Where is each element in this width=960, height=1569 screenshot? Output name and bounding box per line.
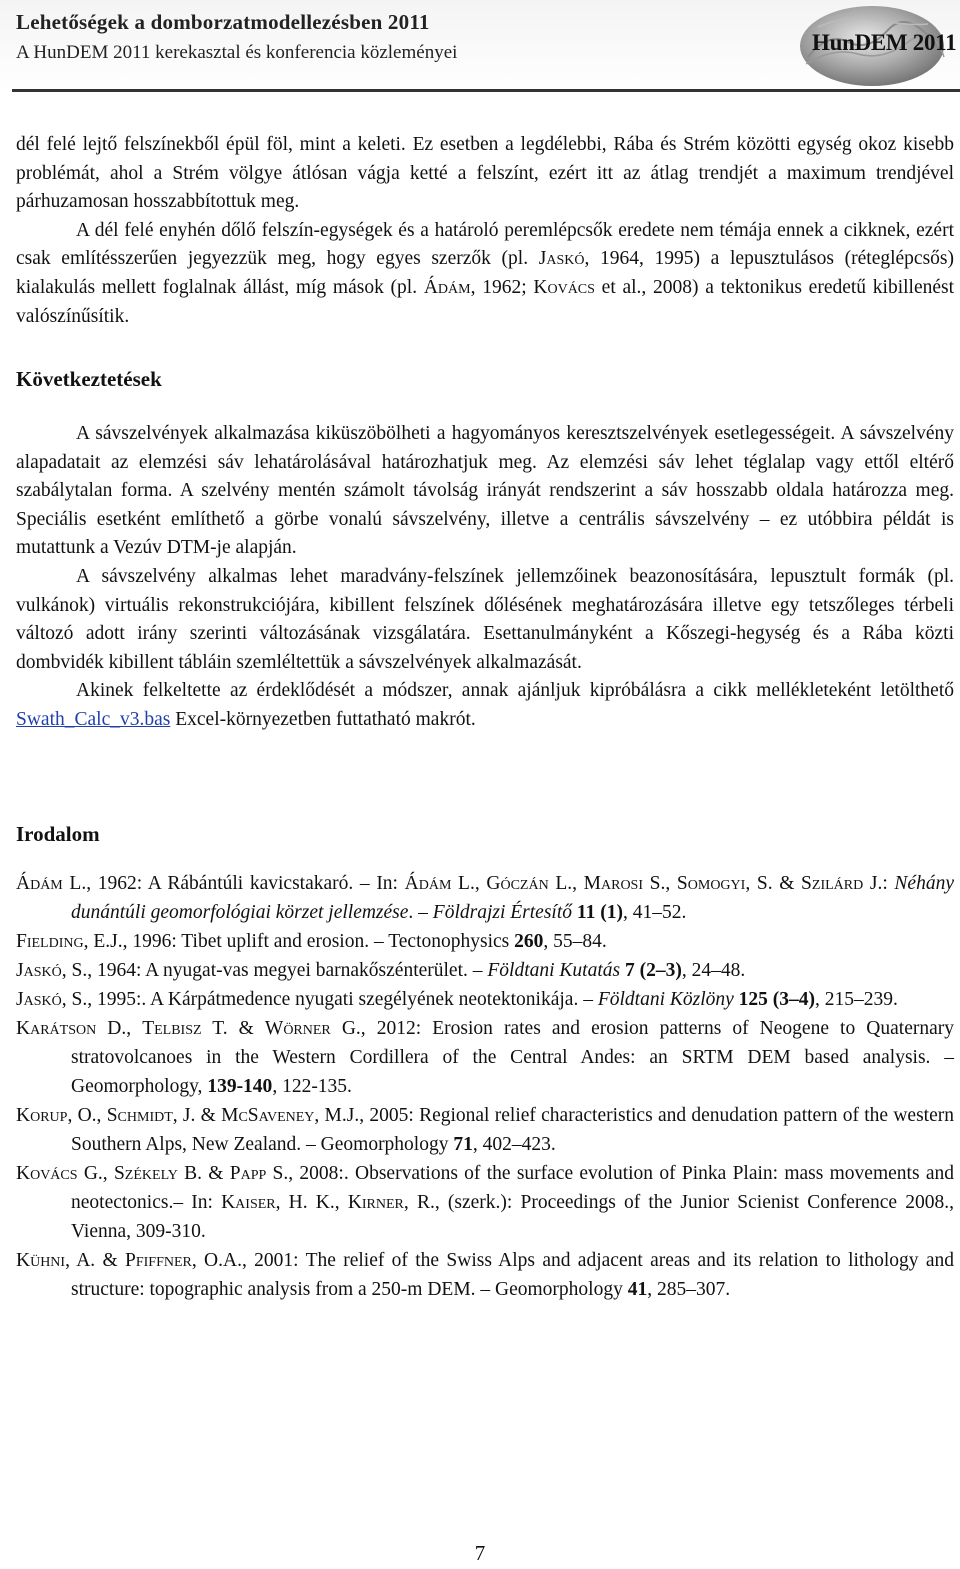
text-run: G.,: [77, 1163, 114, 1184]
volume: 41: [627, 1279, 648, 1300]
text-run: , 1962;: [470, 276, 534, 298]
text-run: , O.A., 2001: The relief of the Swiss Alps and adjacent areas and its relation to lithology and structure: topographic analysis from a 250-m DEM. – Geomorphology: [71, 1250, 954, 1300]
conclusions-body: [16, 420, 954, 735]
author-name: Góczán: [486, 873, 549, 894]
reference-item: [16, 1101, 954, 1159]
text-run: J.:: [863, 873, 895, 894]
reference-item: [16, 1159, 954, 1246]
text-run: . –: [408, 902, 433, 923]
page-number: 7: [474, 1541, 486, 1565]
reference-item: [16, 927, 954, 956]
volume: 11: [576, 902, 596, 923]
text-run: , 1964, 1995) a lepusztulásos (réteglépcsős) kialakulás mellett foglalnak állást, míg mások (pl.: [16, 248, 955, 298]
author-name: Wörner: [264, 1018, 331, 1039]
author-name: Telbisz: [142, 1018, 202, 1039]
reference-item: [16, 869, 954, 927]
text-run: , S., 1995:. A Kárpátmedence nyugati szegélyének neotektonikája. –: [61, 989, 598, 1010]
author-name: Karátson: [16, 1018, 97, 1039]
text-run: , 215–239.: [815, 989, 898, 1010]
volume: 7 (2–3): [625, 960, 682, 981]
text-run: Akinek felkeltette az érdeklődését a módszer, annak ajánljuk kipróbálásra a cikk mellékleteként letölthető: [76, 680, 954, 702]
header-divider: [12, 89, 960, 92]
author-name: Pfiffner: [124, 1250, 192, 1271]
article-body: [16, 131, 954, 331]
volume: 260: [514, 931, 544, 952]
volume: 139-140: [207, 1076, 273, 1097]
text-run: L.,: [451, 873, 487, 894]
header-subtitle: A HunDEM 2011 kerekasztal és konferencia közleményei: [16, 42, 458, 63]
author-name: Kovács: [533, 276, 595, 298]
text-run: L.,: [548, 873, 584, 894]
journal-name: Földrajzi Értesítő: [432, 902, 573, 923]
author-name: McSaveney: [221, 1105, 315, 1126]
author-name: Székely: [113, 1163, 178, 1184]
macro-download-link[interactable]: Swath_Calc_v3.bas: [16, 708, 171, 730]
text-run: , 41–52.: [622, 902, 687, 923]
author-name: Schmidt: [106, 1105, 173, 1126]
author-name: Ádám: [423, 276, 471, 298]
author-name: Jaskó: [16, 960, 62, 981]
volume: 71: [453, 1134, 473, 1155]
text-run: , 122-135.: [272, 1076, 352, 1097]
author-name: Kaiser: [221, 1192, 276, 1213]
text-run: , S., 1964: A nyugat-vas megyei barnakőszénterület. –: [61, 960, 488, 981]
reference-item: [16, 956, 954, 985]
text-run: G., 2012: Erosion rates and erosion patterns of Neogene to Quaternary stratovolcanoes in the Western Cordillera of the Central Andes: an SRTM DEM based analysis. – Geomorphology,: [71, 1018, 954, 1097]
text-run: , 285–307.: [647, 1279, 731, 1300]
text-run: , E.J., 1996: Tibet uplift and erosion. – Tectonophysics: [83, 931, 515, 952]
text-run: S.,: [643, 873, 677, 894]
journal-name: Földtani Kutatás: [487, 960, 621, 981]
text-run: , M.J., 2005: Regional relief characteristics and denudation pattern of the western Southern Alps, New Zealand. – Geomorphology: [71, 1105, 954, 1155]
conclusions-heading: Következtetések: [16, 367, 162, 391]
author-name: Jaskó: [16, 989, 62, 1010]
author-name: Korup: [16, 1105, 68, 1126]
issue: (1): [600, 902, 623, 923]
second-paragraph: [16, 217, 954, 331]
author-name: Jaskó: [538, 248, 585, 270]
author-name: Kirner: [347, 1192, 404, 1213]
reference-item: [16, 1014, 954, 1101]
text-run: Excel-környezetben futtatható makrót.: [170, 708, 476, 730]
text-run: , R., (szerk.): Proceedings of the Junior Scienist Conference 2008., Vienna, 309-310.: [71, 1192, 954, 1242]
text-run: , S. &: [745, 873, 802, 894]
page-header: [0, 0, 960, 92]
author-name: Ádám: [404, 873, 452, 894]
author-name: Fielding: [16, 931, 84, 952]
text-run: , H. K.,: [275, 1192, 348, 1213]
text-run: , 402–423.: [472, 1134, 556, 1155]
text-run: D.,: [96, 1018, 143, 1039]
author-name: Ádám: [16, 873, 63, 894]
references-heading: Irodalom: [16, 822, 100, 846]
text-run: B. &: [177, 1163, 230, 1184]
reference-item: [16, 985, 954, 1014]
text-run: , 24–48.: [681, 960, 746, 981]
text-run: , A. &: [65, 1250, 125, 1271]
author-name: Kühni: [16, 1250, 66, 1271]
text-run: , 55–84.: [543, 931, 607, 952]
author-name: Papp: [229, 1163, 267, 1184]
journal-name: Földtani Közlöny: [597, 989, 734, 1010]
reference-item: [16, 1246, 954, 1304]
header-title: Lehetőségek a domborzatmodellezésben 2011: [16, 10, 430, 34]
text-run: , O.,: [67, 1105, 107, 1126]
reference-list: [16, 869, 954, 1304]
author-name: Somogyi: [676, 873, 746, 894]
text-run: , J. &: [172, 1105, 222, 1126]
logo-text: HunDEM 2011: [812, 30, 957, 55]
text-run: A dél felé enyhén dőlő felszín-egységek és a határoló peremlépcsők eredete nem témája ennek a cikknek, ezért csak említésszerűen jegyezzük meg, hogy egyes szerzők (pl.: [16, 219, 954, 270]
text-run: T. &: [201, 1018, 265, 1039]
conclusions-paragraph-2: A sávszelvény alkalmas lehet maradvány-felszínek jellemzőinek beazonosítására, lepusztult formák (pl. vulkánok) virtuális rekonstrukciójára, kibillent felszínek dőlésének meghatározására illetve egy tetszőleges térbeli változó adott irány szerinti változásának vizsgálatára. Esettanulmányként a Kőszegi-hegység és a Rába közti dombvidék kibillent tábláin szemléltettük a sávszelvények alkalmazását.: [16, 565, 954, 673]
intro-paragraph: dél felé lejtő felszínekből épül föl, mint a keleti. Ez esetben a legdélebbi, Rába és Strém közötti egység okoz kisebb problémát, ahol a Strém völgye átlósan vágja ketté a felszínt, ezért itt az átlag trendjét a maximum trendjével párhuzamosan hosszabbítottuk meg.: [16, 134, 954, 213]
author-name: Szilárd: [801, 873, 864, 894]
conclusions-paragraph-1: A sávszelvények alkalmazása kiküszöbölheti a hagyományos keresztszelvények esetlegességeit. A sávszelvény alapadatait az elemzési sáv lehatárolásával határozhatjuk meg. Az elemzési sáv lehet téglalap vagy ettől eltérő szabálytalan forma. A szelvény mentén számolt távolság irányát rendszerint a sáv hosszabb oldala határozza meg. Speciális esetként említhető a görbe vonalú sávszelvény, illetve a centrális sávszelvény – ez utóbbira példát is mutattunk a Vezúv DTM-je alapján.: [16, 423, 954, 559]
volume: 125 (3–4): [738, 989, 816, 1010]
author-name: Marosi: [583, 873, 644, 894]
text-run: S., 2008:. Observations of the surface evolution of Pinka Plain: mass movements and neotectonics.– In:: [71, 1163, 954, 1213]
author-name: Kovács: [16, 1163, 78, 1184]
text-run: et al., 2008) a tektonikus eredetű kibillenést valószínűsítik.: [16, 276, 955, 327]
text-run: L., 1962: A Rábántúli kavicstakaró. – In:: [62, 873, 405, 894]
reference-title: Néhány dunántúli geomorfológiai körzet jellemzése: [71, 873, 954, 923]
conclusions-paragraph-3: [16, 677, 954, 734]
